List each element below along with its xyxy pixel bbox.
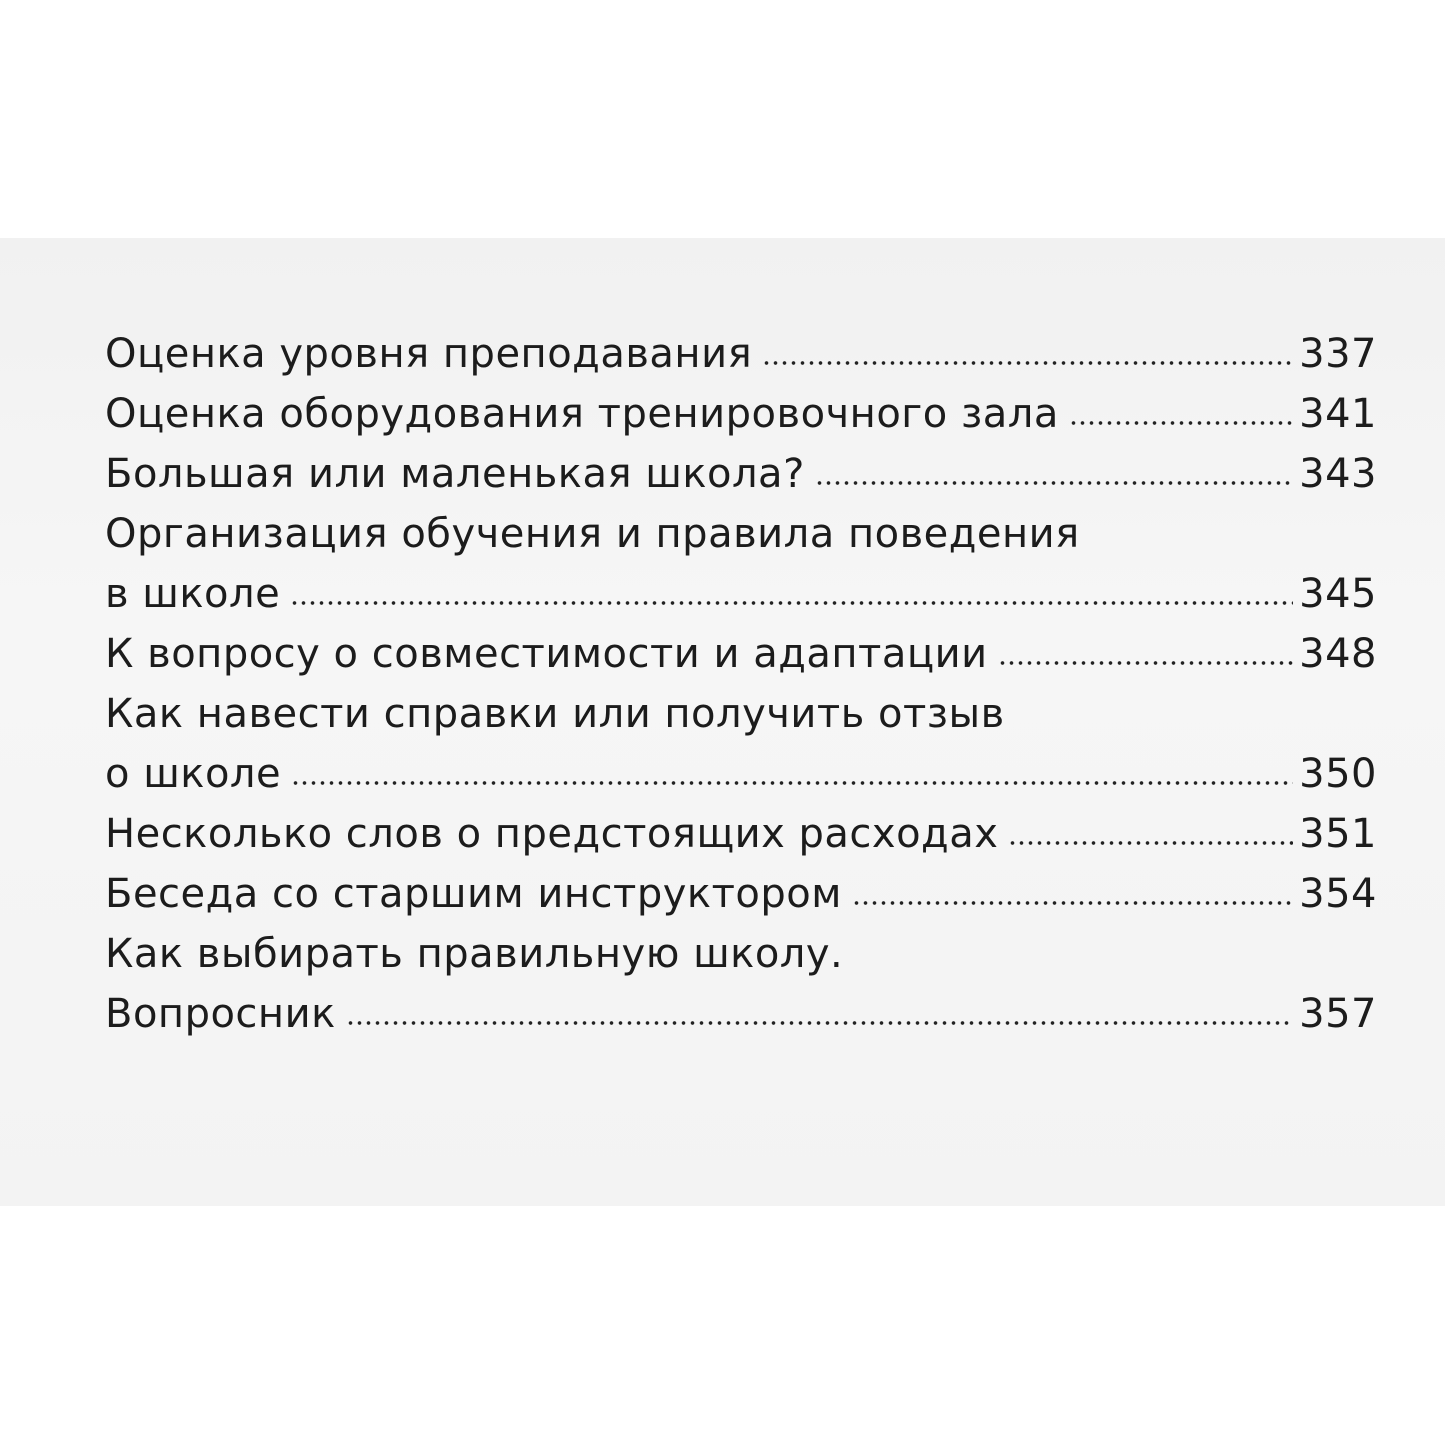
toc-entry-page: 348 [1299,631,1377,677]
dot-leader [291,781,1293,785]
toc-entry-first-line [105,504,1377,564]
toc-entry-first-line [105,924,1377,984]
toc-entry [105,564,1377,624]
dot-leader [346,1021,1293,1025]
dot-leader [852,901,1293,905]
dot-leader [998,661,1294,665]
toc-entry [105,804,1377,864]
toc-entry-title: Большая или маленькая школа? [105,451,805,497]
toc-entry-title: Оценка оборудования тренировочного зала [105,391,1059,437]
toc-entry-page: 337 [1299,331,1377,377]
dot-leader [762,361,1293,365]
dot-leader [1008,841,1293,845]
toc-entry [105,624,1377,684]
toc-entry-page: 345 [1299,571,1377,617]
dot-leader [290,601,1293,605]
toc-entry-title: Беседа со старшим инструктором [105,871,842,917]
toc-entry-title: Вопросник [105,991,336,1037]
toc-entry-page: 351 [1299,811,1377,857]
toc-entry [105,384,1377,444]
book-page [0,238,1445,1206]
dot-leader [815,481,1293,485]
toc-entry-page: 357 [1299,991,1377,1037]
toc-entry-title: Оценка уровня преподавания [105,331,753,377]
toc-entry [105,444,1377,504]
toc-entry-title: Несколько слов о предстоящих расходах [105,811,999,857]
dot-leader [1069,421,1293,425]
toc-entry-page: 343 [1299,451,1377,497]
toc-entry-title: в школе [105,571,281,617]
toc-entry [105,984,1377,1044]
toc-entry-title: Как выбирать правильную школу. [105,931,844,977]
toc-entry [105,324,1377,384]
toc-entry-page: 354 [1299,871,1377,917]
toc-entry [105,864,1377,924]
toc-entry [105,744,1377,804]
toc-entry-page: 350 [1299,751,1377,797]
toc-entry-title: о школе [105,751,282,797]
table-of-contents [105,324,1377,1044]
toc-entry-first-line [105,684,1377,744]
toc-entry-page: 341 [1299,391,1377,437]
toc-entry-title: Организация обучения и правила поведения [105,511,1080,557]
toc-entry-title: К вопросу о совместимости и адаптации [105,631,988,677]
toc-entry-title: Как навести справки или получить отзыв [105,691,1005,737]
